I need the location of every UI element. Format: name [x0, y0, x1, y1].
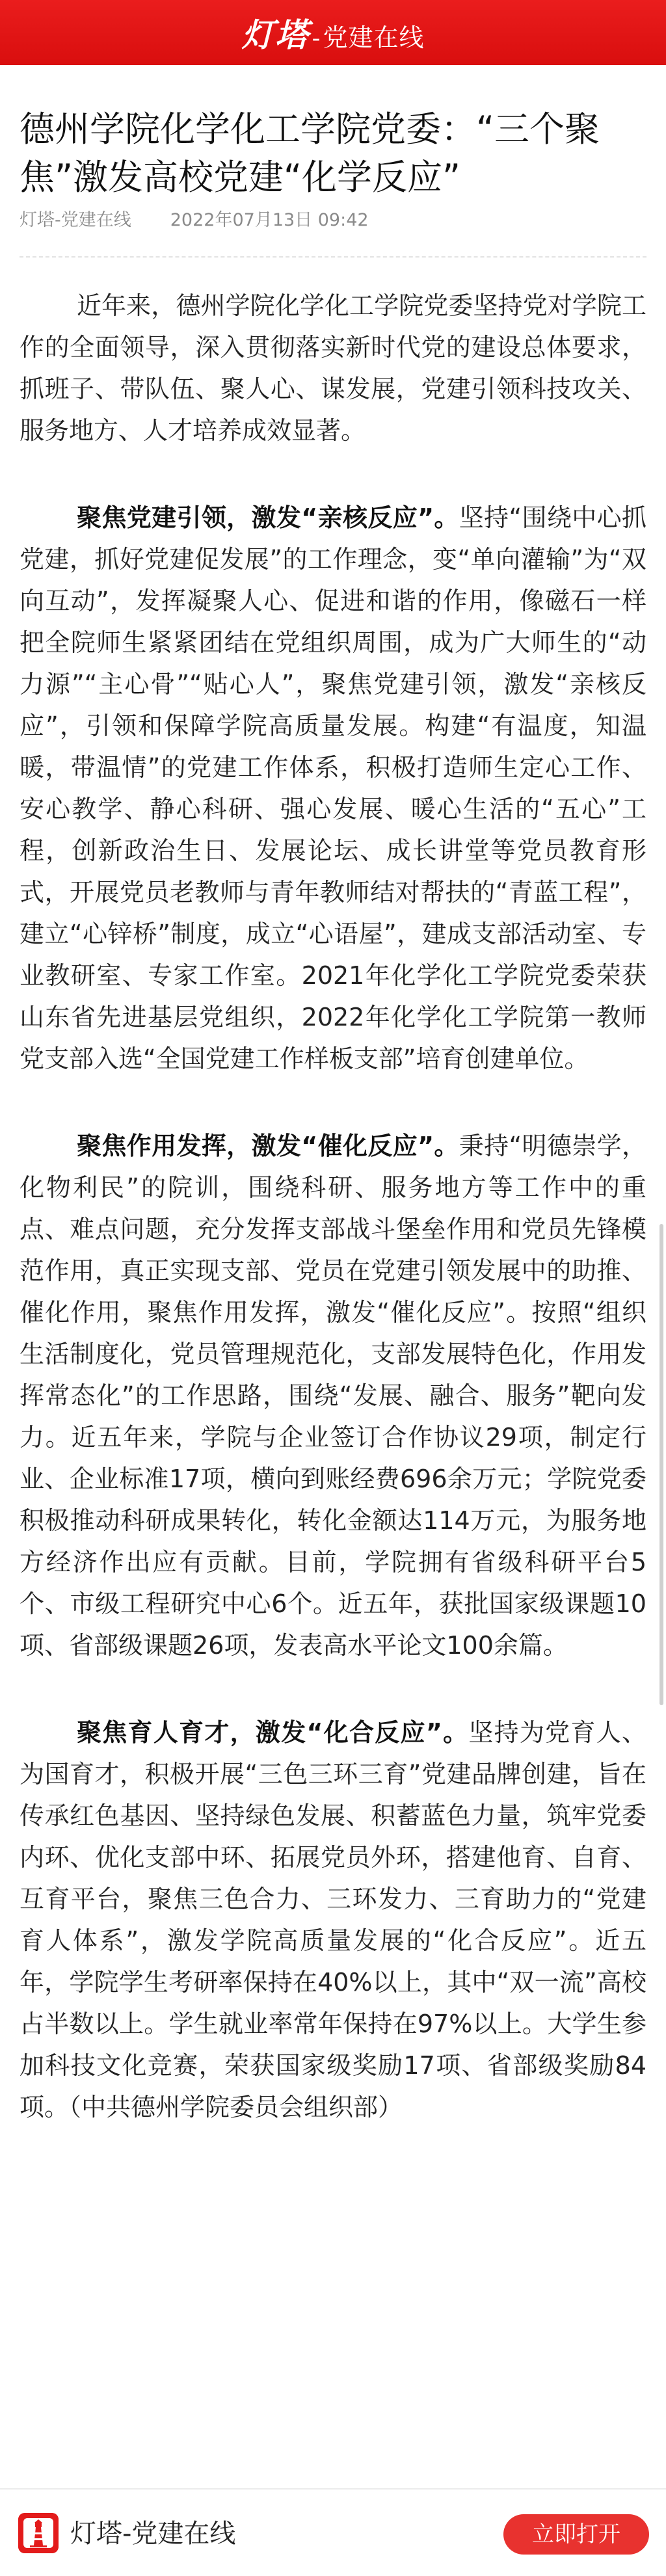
paragraph-text: 坚持为党育人、为国育才，积极开展“三色三环三育”党建品牌创建，旨在传承红色基因、坚持绿色发展、积蓄蓝色力量，筑牢党委内环、优化支部中环、拓展党员外环，搭建他育、自育、互育平台，聚焦三色合力、三环发力、三育助力的“党建育人体系”，激发学院高质量发展的“化合反应”。近五年，学院学生考研率保持在40%以上，其中“双一流”高校占半数以上。学生就业率常年保持在97%以上。大学生参加科技文化竞赛，荣获国家级奖励17项、省部级奖励84项。（中共德州学院委员会组织部） [20, 1718, 646, 2121]
article-body [20, 285, 646, 2173]
logo-brand: 灯塔 [241, 16, 310, 54]
top-banner [0, 0, 666, 65]
article-paragraph [20, 1125, 646, 1666]
app-download-bar [0, 2488, 666, 2576]
scrollbar[interactable] [659, 1224, 663, 1705]
article-paragraph [20, 1712, 646, 2128]
lighthouse-logo-icon [18, 2513, 59, 2553]
article-title: 德州学院化学化工学院党委：“三个聚焦”激发高校党建“化学反应” [20, 109, 600, 198]
meta-divider [20, 256, 646, 258]
paragraph-text: 坚持“围绕中心抓党建，抓好党建促发展”的工作理念，变“单向灌输”为“双向互动”，发挥凝聚人心、促进和谐的作用，像磁石一样把全院师生紧紧团结在党组织周围，成为广大师生的“动力源”“主心骨”“贴心人”，聚焦党建引领，激发“亲核反应”，引领和保障学院高质量发展。构建“有温度，知温暖，带温情”的党建工作体系，积极打造师生定心工作、安心教学、静心科研、强心发展、暖心生活的“五心”工程，创新政治生日、发展论坛、成长讲堂等党员教育形式，开展党员老教师与青年教师结对帮扶的“青蓝工程”，建立“心锌桥”制度，成立“心语屋”，建成支部活动室、专业教研室、专家工作室。2021年化学化工学院党委荣获山东省先进基层党组织，2022年化学化工学院第一教师党支部入选“全国党建工作样板支部”培育创建单位。 [20, 503, 647, 1073]
paragraph-lead: 聚焦育人育才，激发“化合反应”。 [77, 1718, 469, 1747]
paragraph-text: 近年来，德州学院化学化工学院党委坚持党对学院工作的全面领导，深入贯彻落实新时代党的建设总体要求，抓班子、带队伍、聚人心、谋发展，党建引领科技攻关、服务地方、人才培养成效显著。 [20, 291, 646, 445]
paragraph-lead: 聚焦党建引领，激发“亲核反应”。 [77, 503, 459, 532]
article-paragraph [20, 497, 646, 1080]
logo-separator: - [312, 25, 321, 52]
logo-subtitle: 党建在线 [323, 23, 425, 52]
article-meta [20, 206, 646, 231]
article-paragraph [20, 285, 646, 451]
site-logo[interactable] [241, 9, 424, 56]
app-name: 灯塔-党建在线 [70, 2519, 236, 2549]
article-source[interactable]: 灯塔-党建在线 [20, 210, 131, 230]
paragraph-lead: 聚焦作用发挥，激发“催化反应”。 [77, 1132, 459, 1160]
open-app-button[interactable]: 立即打开 [503, 2514, 649, 2555]
paragraph-text: 秉持“明德崇学，化物利民”的院训，围绕科研、服务地方等工作中的重点、难点问题，充分发挥支部战斗堡垒作用和党员先锋模范作用，真正实现支部、党员在党建引领发展中的助推、催化作用，聚焦作用发挥，激发“催化反应”。按照“组织生活制度化，党员管理规范化，支部发展特色化，作用发挥常态化”的工作思路，围绕“发展、融合、服务”靶向发力。近五年来，学院与企业签订合作协议29项，制定行业、企业标准17项，横向到账经费696余万元；学院党委积极推动科研成果转化，转化金额达114万元，为服务地方经济作出应有贡献。目前，学院拥有省级科研平台5个、市级工程研究中心6个。近五年，获批国家级课题10项、省部级课题26项，发表高水平论文100余篇。 [20, 1132, 647, 1660]
article-datetime: 2022年07月13日 09:42 [170, 210, 369, 230]
